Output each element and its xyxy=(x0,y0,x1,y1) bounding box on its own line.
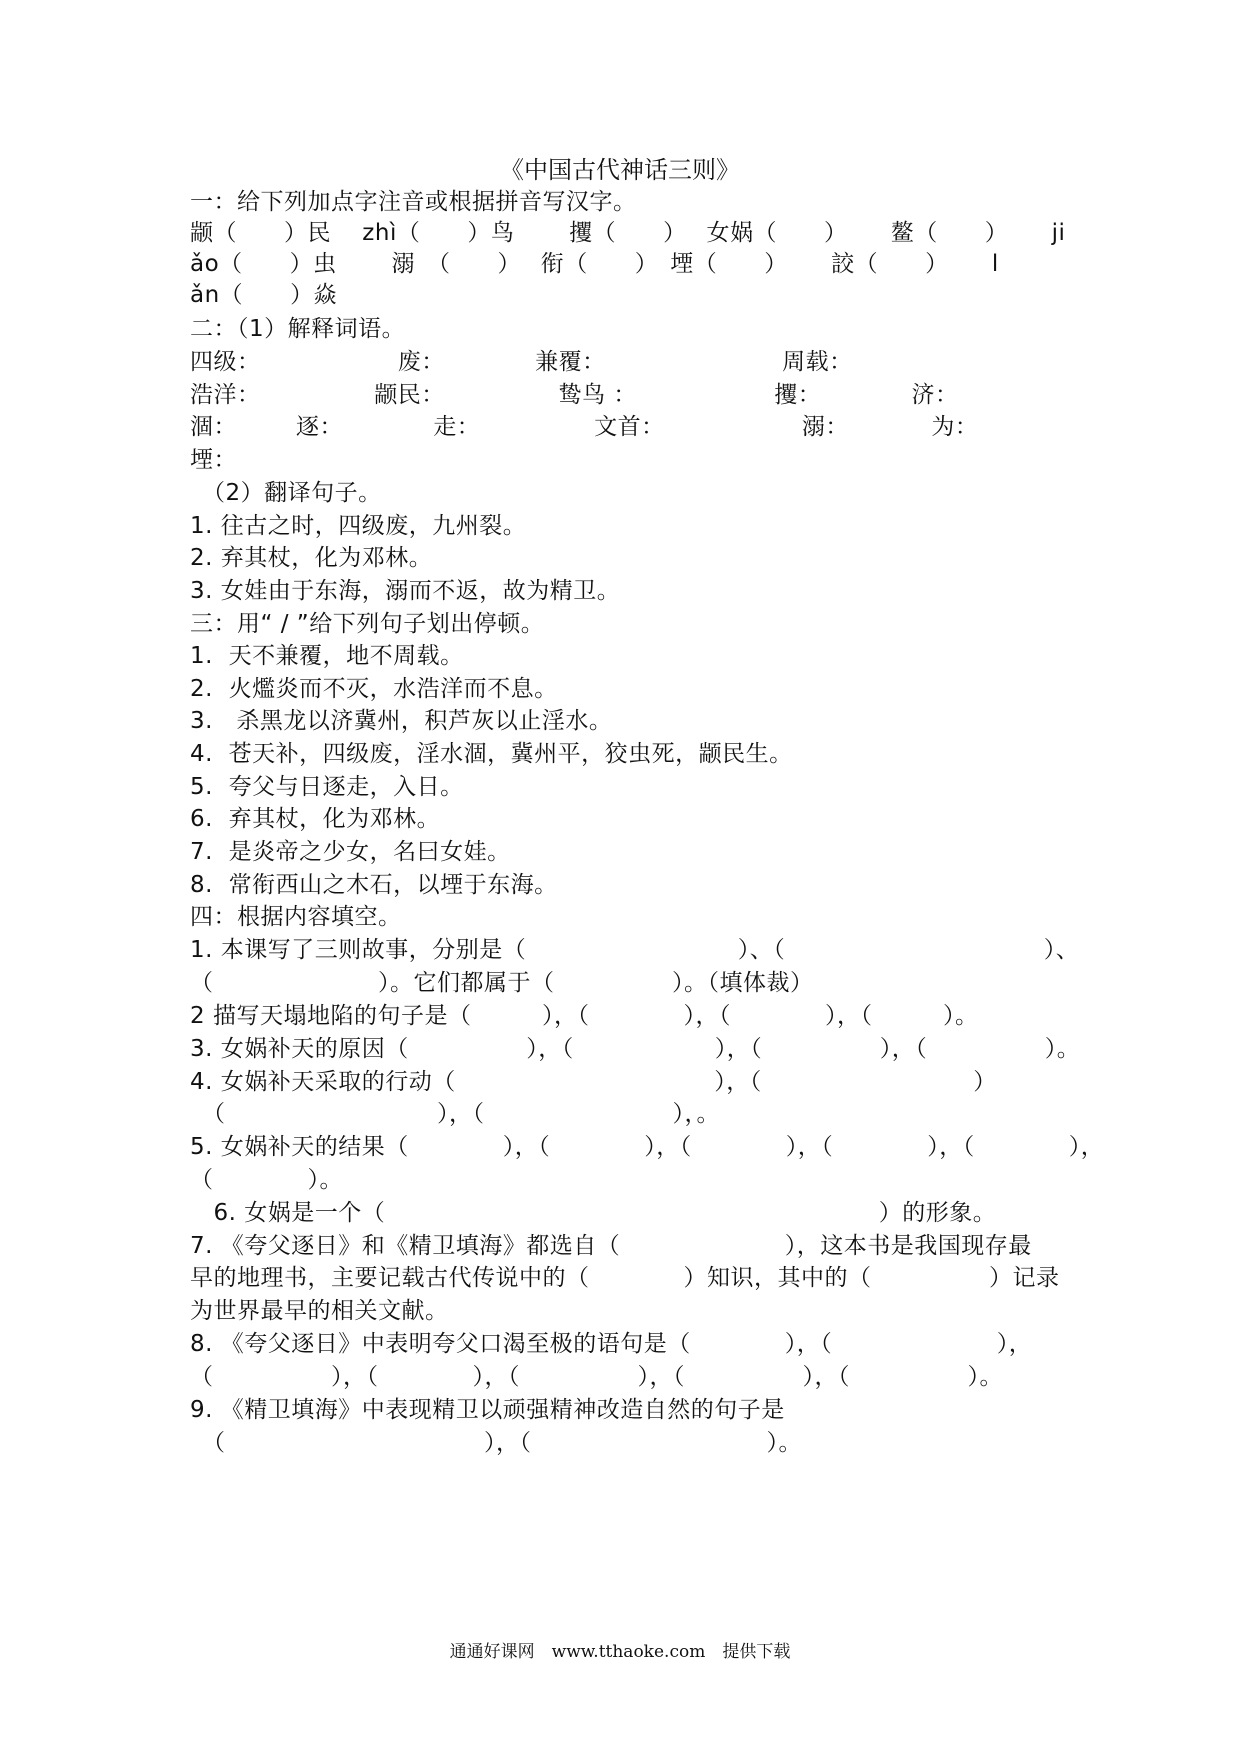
pause-item-7: 7. 是炎帝之少女，名曰女娃。 xyxy=(190,839,511,865)
pinyin-row-2: ǎo（ ）虫 溺 （ ） 衔（ ） 堙（ ） 詨（ ） l xyxy=(190,251,999,277)
fill-item-1: 1. 本课写了三则故事，分别是（ ）、（ ）、 xyxy=(190,937,1080,963)
pause-item-6: 6. 弃其杖，化为邓林。 xyxy=(190,806,441,832)
pinyin-row-1: 颛（ ）民 zhì（ ）鸟 攫（ ） 女娲（ ） 鳌（ ） ji xyxy=(190,220,1066,246)
translate-item-3: 3. 女娃由于东海，溺而不返，故为精卫。 xyxy=(190,578,621,604)
pause-item-3: 3. 杀黑龙以济冀州，积芦灰以止淫水。 xyxy=(190,708,613,734)
vocab-row-3: 涸： 逐： 走： 文首： 溺： 为： xyxy=(190,414,979,440)
pause-item-2: 2. 火爁炎而不灭，水浩洋而不息。 xyxy=(190,676,558,702)
translate-item-2: 2. 弃其杖，化为邓林。 xyxy=(190,545,433,571)
vocab-row-4: 堙： xyxy=(190,447,237,473)
fill-item-5: 5. 女娲补天的结果（ ），（ ），（ ），（ ），（ ）， xyxy=(190,1134,1105,1160)
fill-item-7: 7. 《夸父逐日》和《精卫填海》都选自（ ），这本书是我国现存最 xyxy=(190,1233,1032,1259)
fill-item-7-cont2: 为世界最早的相关文献。 xyxy=(190,1298,449,1324)
pause-item-4: 4. 苍天补，四级废，淫水涸，冀州平，狡虫死，颛民生。 xyxy=(190,741,793,767)
section-2-heading: 二：（1）解释词语。 xyxy=(190,316,406,342)
footer-credit: 通通好课网 www.tthaoke.com 提供下载 xyxy=(449,1642,791,1662)
fill-item-5-cont: （ ）。 xyxy=(190,1167,343,1193)
fill-item-8: 8. 《夸父逐日》中表明夸父口渴至极的语句是（ ），（ ）， xyxy=(190,1331,1033,1357)
fill-item-6: 6. 女娲是一个（ ）的形象。 xyxy=(190,1200,997,1226)
vocab-row-2: 浩洋： 颛民： 鸷鸟 ： 攫： 济： xyxy=(190,382,959,408)
fill-item-1-cont: （ ）。它们都属于（ ）。（填体裁） xyxy=(190,970,814,996)
fill-item-4-cont: （ ），（ ），。 xyxy=(190,1101,720,1127)
fill-item-9-cont: （ ），（ ）。 xyxy=(190,1430,802,1456)
section-1-heading: 一：给下列加点字注音或根据拼音写汉字。 xyxy=(190,189,637,215)
worksheet-title: 《中国古代神话三则》 xyxy=(500,156,740,184)
pinyin-row-3: ǎn（ ）焱 xyxy=(190,282,338,308)
section-3-heading: 三：用“ / ”给下列句子划出停顿。 xyxy=(190,611,545,637)
vocab-row-1: 四级： 废： 兼覆： 周载： xyxy=(190,349,853,375)
fill-item-2: 2 描写天塌地陷的句子是（ ），（ ），（ ），（ ）。 xyxy=(190,1003,979,1029)
pause-item-8: 8. 常衔西山之木石，以堙于东海。 xyxy=(190,872,558,898)
translate-heading: （2）翻译句子。 xyxy=(190,480,382,506)
fill-item-9: 9. 《精卫填海》中表现精卫以顽强精神改造自然的句子是 xyxy=(190,1397,785,1423)
pause-item-5: 5. 夸父与日逐走，入日。 xyxy=(190,774,464,800)
fill-item-8-cont: （ ），（ ），（ ），（ ），（ ）。 xyxy=(190,1364,1003,1390)
section-4-heading: 四：根据内容填空。 xyxy=(190,904,402,930)
fill-item-7-cont: 早的地理书，主要记载古代传说中的（ ）知识，其中的（ ）记录 xyxy=(190,1265,1060,1291)
fill-item-3: 3. 女娲补天的原因（ ），（ ），（ ），（ ）。 xyxy=(190,1036,1081,1062)
fill-item-4: 4. 女娲补天采取的行动（ ），（ ） xyxy=(190,1069,997,1095)
translate-item-1: 1. 往古之时，四级废，九州裂。 xyxy=(190,513,527,539)
pause-item-1: 1. 天不兼覆，地不周载。 xyxy=(190,643,464,669)
